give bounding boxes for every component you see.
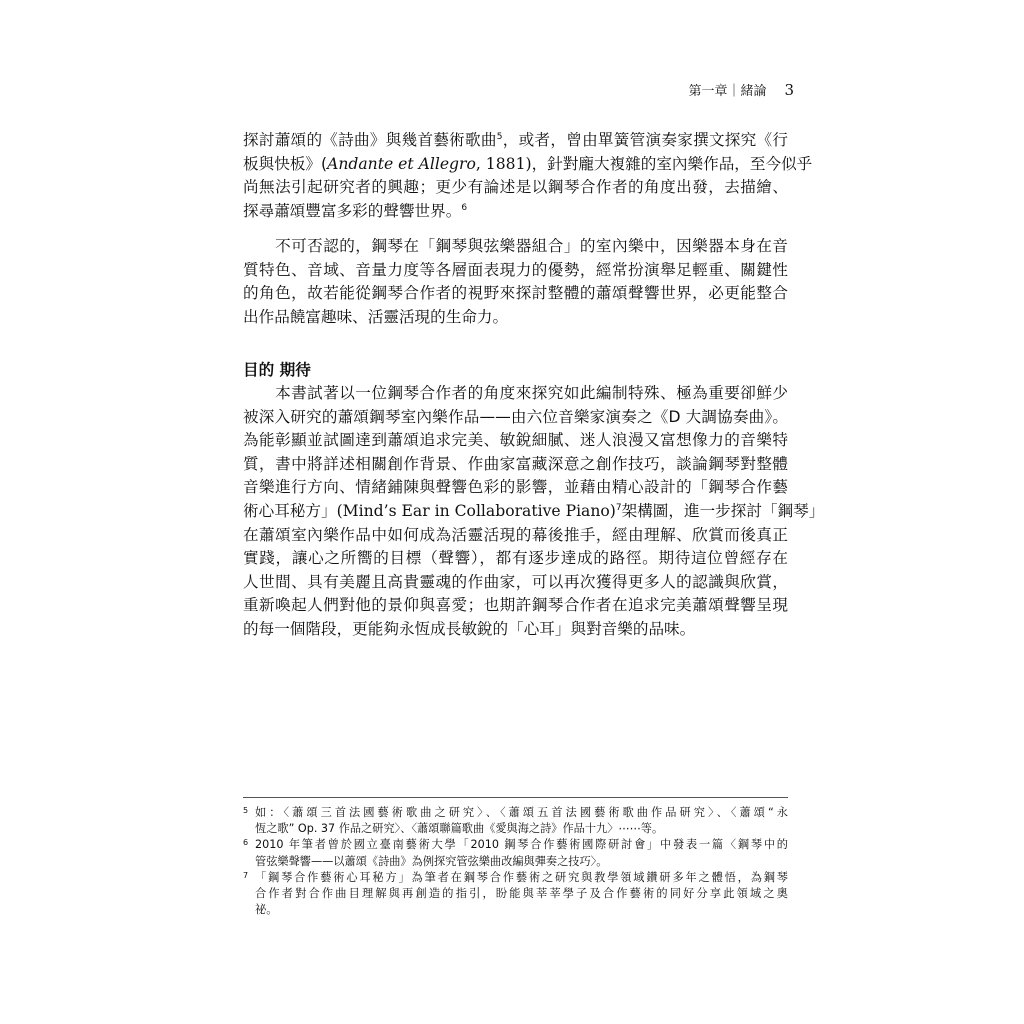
footnote-marker: 7 <box>243 870 249 880</box>
text-run: 板與快板》( <box>243 154 328 173</box>
text-line: 質特色、音域、音量力度等各層面表現力的優勢，經常扮演舉足輕重、關鍵性 <box>243 260 788 279</box>
paragraph-1 <box>243 129 813 223</box>
page-number: 3 <box>784 81 794 99</box>
text-line: 的角色，故若能從鋼琴合作者的視野來探討整體的蕭頌聲響世界，必更能整合 <box>243 284 788 303</box>
footnote-marker: 6 <box>243 838 249 848</box>
chapter-title: 第一章｜緒論 <box>688 84 767 99</box>
footnote-ref: 5 <box>496 132 503 142</box>
text-line: 質，書中將詳述相關創作背景、作曲家富藏深意之創作技巧，談論鋼琴對整體 <box>243 454 788 473</box>
text-run: , 1881)，針對龐大複雜的室內樂作品，至今似乎 <box>475 154 813 173</box>
footnote-line: 合作者對合作曲目理解與再創造的指引，盼能與莘莘學子及合作藝術的同好分享此領域之奧 <box>255 887 788 901</box>
footnotes <box>243 805 788 918</box>
footnote-line: 祕。 <box>255 903 278 917</box>
section-heading: 目的 期待 <box>243 361 311 379</box>
text-line: 重新喚起人們對他的景仰與喜愛；也期許鋼琴合作者在追求完美蕭頌聲響呈現 <box>243 596 788 615</box>
text-line: 音樂進行方向、情緒鋪陳與聲響色彩的影響，並藉由精心設計的「鋼琴合作藝 <box>243 478 788 497</box>
footnote-line: 如：〈蕭頌三首法國藝術歌曲之研究〉、〈蕭頌五首法國藝術歌曲作品研究〉、〈蕭頌“永 <box>255 806 788 819</box>
footnote-line: 恆之歌” Op. 37 作品之研究〉、〈蕭頌聯篇歌曲《愛與海之詩》作品十九〉⋯⋯等。 <box>255 822 664 836</box>
text-line: 在蕭頌室內樂作品中如何成為活靈活現的幕後推手，經由理解、欣賞而後真正 <box>243 525 788 544</box>
text-line: 為能彰顯並試圖達到蕭頌追求完美、敏銳細膩、迷人浪漫又富想像力的音樂特 <box>243 431 788 450</box>
text-line <box>243 500 825 524</box>
text-line: 被深入研究的蕭頌鋼琴室內樂作品——由六位音樂家演奏之《D 大調協奏曲》。 <box>243 407 788 426</box>
text-line <box>243 129 788 153</box>
text-line <box>243 200 788 224</box>
text-run: 探討蕭頌的《詩曲》與幾首藝術歌曲 <box>243 131 497 149</box>
footnote-6 <box>243 837 788 869</box>
text-line: 出作品饒富趣味、活靈活現的生命力。 <box>243 307 509 326</box>
text-line <box>243 153 813 177</box>
text-run: 探尋蕭頌豐富多彩的聲響世界。 <box>243 201 462 220</box>
work-title: Andante et Allegro <box>327 154 476 173</box>
footnote-marker: 5 <box>243 806 249 815</box>
footnote-line: 「鋼琴合作藝術心耳秘方」為筆者在鋼琴合作藝術之研究與教學領域鑽研多年之體悟，為鋼琴 <box>255 870 788 884</box>
footnote-ref: 7 <box>615 502 622 513</box>
paragraph-2 <box>243 235 788 329</box>
footnote-line: 2010 年筆者曾於國立臺南藝術大學「2010 鋼琴合作藝術國際研討會」中發表一篇〈鋼琴中的 <box>255 838 788 852</box>
text-line: 本書試著以一位鋼琴合作者的角度來探究如此編制特殊、極為重要卻鮮少 <box>243 384 788 402</box>
text-run: ，或者，曾由單簧管演奏家撰文探究《行 <box>502 131 788 149</box>
text-run: 架構圖，進一步探討「鋼琴」 <box>621 501 825 520</box>
text-line: 人世間、具有美麗且高貴靈魂的作曲家，可以再次獲得更多人的認識與欣賞， <box>243 572 788 591</box>
text-line: 尚無法引起研究者的興趣；更少有論述是以鋼琴合作者的角度出發，去描繪、 <box>243 178 788 197</box>
paragraph-3 <box>243 382 825 642</box>
footnote-5 <box>243 805 788 837</box>
text-line: 實踐，讓心之所嚮的目標（聲響），都有逐步達成的路徑。期待這位曾經存在 <box>243 549 788 568</box>
running-header <box>688 80 794 99</box>
footnote-7 <box>243 870 788 919</box>
footnote-line: 管弦樂聲響——以蕭頌《詩曲》為例探究管弦樂曲改編與彈奏之技巧〉。 <box>255 854 608 868</box>
text-line: 的每一個階段，更能夠永恆成長敏銳的「心耳」與對音樂的品味。 <box>243 619 696 638</box>
text-line: 不可否認的，鋼琴在「鋼琴與弦樂器組合」的室內樂中，因樂器本身在音 <box>243 237 788 255</box>
text-run: 術心耳秘方」(Mind’s Ear in Collaborative Piano) <box>243 501 616 520</box>
footnote-divider <box>243 797 788 798</box>
footnote-ref: 6 <box>461 202 468 213</box>
